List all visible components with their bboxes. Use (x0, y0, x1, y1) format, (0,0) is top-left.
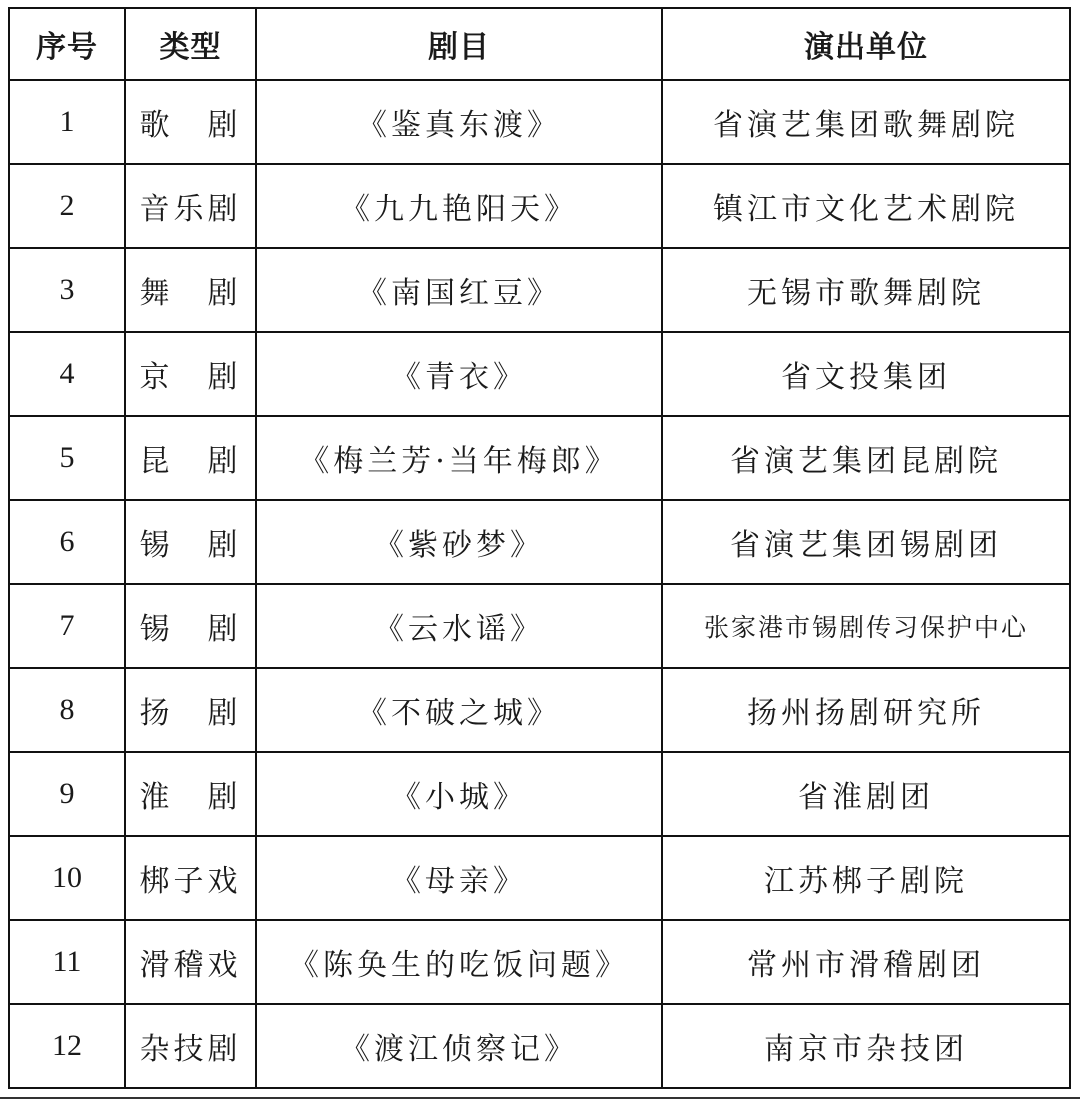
table-row (9, 836, 1070, 920)
row-number: 1 (9, 80, 125, 164)
row-number: 5 (9, 416, 125, 500)
row-unit: 张家港市锡剧传习保护中心 (662, 584, 1070, 668)
row-type: 京 剧 (125, 332, 256, 416)
row-unit: 镇江市文化艺术剧院 (662, 164, 1070, 248)
row-title: 《陈奂生的吃饭问题》 (256, 920, 662, 1004)
row-title: 《云水谣》 (256, 584, 662, 668)
table-container (8, 7, 1071, 1089)
row-type: 舞 剧 (125, 248, 256, 332)
row-unit: 省文投集团 (662, 332, 1070, 416)
header-number: 序号 (9, 8, 125, 80)
table-row (9, 752, 1070, 836)
row-title: 《紫砂梦》 (256, 500, 662, 584)
row-number: 11 (9, 920, 125, 1004)
table-row (9, 332, 1070, 416)
row-type: 滑稽戏 (125, 920, 256, 1004)
row-number: 7 (9, 584, 125, 668)
row-unit: 省淮剧团 (662, 752, 1070, 836)
row-unit: 常州市滑稽剧团 (662, 920, 1070, 1004)
row-type: 歌 剧 (125, 80, 256, 164)
row-number: 3 (9, 248, 125, 332)
header-type: 类型 (125, 8, 256, 80)
row-unit: 省演艺集团昆剧院 (662, 416, 1070, 500)
row-type: 扬 剧 (125, 668, 256, 752)
row-title: 《母亲》 (256, 836, 662, 920)
row-type: 锡 剧 (125, 584, 256, 668)
row-number: 2 (9, 164, 125, 248)
page-bottom-divider (0, 1097, 1080, 1099)
row-title: 《鉴真东渡》 (256, 80, 662, 164)
row-title: 《小城》 (256, 752, 662, 836)
row-title: 《九九艳阳天》 (256, 164, 662, 248)
row-number: 12 (9, 1004, 125, 1088)
row-title: 《青衣》 (256, 332, 662, 416)
row-type: 淮 剧 (125, 752, 256, 836)
row-type: 锡 剧 (125, 500, 256, 584)
row-type: 音乐剧 (125, 164, 256, 248)
row-unit: 扬州扬剧研究所 (662, 668, 1070, 752)
repertoire-table (8, 7, 1071, 1089)
table-row (9, 500, 1070, 584)
row-unit: 江苏梆子剧院 (662, 836, 1070, 920)
row-type: 昆 剧 (125, 416, 256, 500)
row-number: 8 (9, 668, 125, 752)
row-number: 4 (9, 332, 125, 416)
table-row (9, 248, 1070, 332)
row-title: 《渡江侦察记》 (256, 1004, 662, 1088)
row-unit: 南京市杂技团 (662, 1004, 1070, 1088)
row-type: 杂技剧 (125, 1004, 256, 1088)
row-unit: 无锡市歌舞剧院 (662, 248, 1070, 332)
table-row (9, 164, 1070, 248)
row-title: 《不破之城》 (256, 668, 662, 752)
row-number: 9 (9, 752, 125, 836)
row-type: 梆子戏 (125, 836, 256, 920)
header-unit: 演出单位 (662, 8, 1070, 80)
row-number: 10 (9, 836, 125, 920)
table-row (9, 584, 1070, 668)
row-number: 6 (9, 500, 125, 584)
row-unit: 省演艺集团歌舞剧院 (662, 80, 1070, 164)
table-row (9, 668, 1070, 752)
table-header-row (9, 8, 1070, 80)
row-title: 《梅兰芳·当年梅郎》 (256, 416, 662, 500)
table-row (9, 80, 1070, 164)
table-row (9, 416, 1070, 500)
header-title: 剧目 (256, 8, 662, 80)
table-row (9, 920, 1070, 1004)
table-row (9, 1004, 1070, 1088)
row-unit: 省演艺集团锡剧团 (662, 500, 1070, 584)
row-title: 《南国红豆》 (256, 248, 662, 332)
